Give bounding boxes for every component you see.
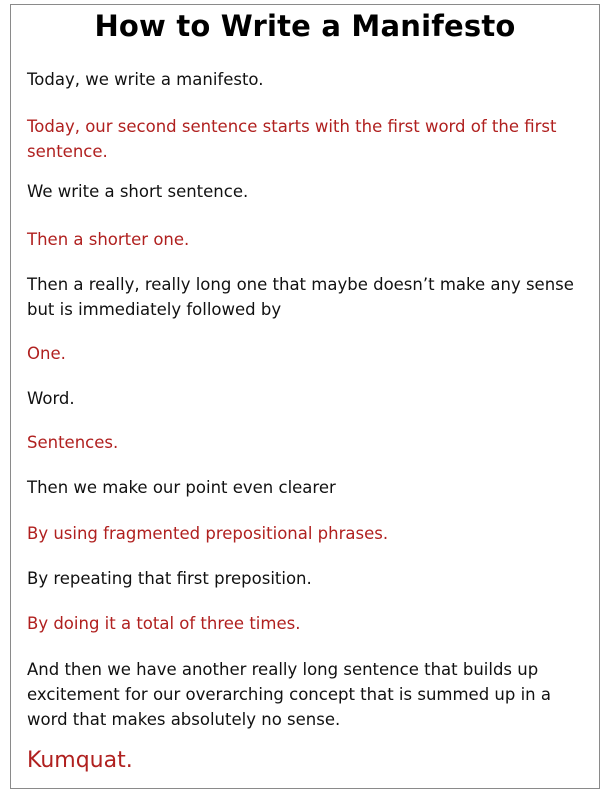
paragraph-13: And then we have another really long sentence that builds up excitement for our overarching concept that is summed up in a word that makes absolutely no sense.: [27, 660, 551, 729]
document-page: [10, 4, 600, 789]
paragraph-4: Then a shorter one.: [27, 230, 190, 249]
paragraph-11: By repeating that first preposition.: [27, 569, 312, 588]
paragraph-8: Sentences.: [27, 433, 119, 452]
paragraph-7: Word.: [27, 389, 75, 408]
paragraph-10: By using fragmented prepositional phrases.: [27, 524, 389, 543]
closing-word: Kumquat.: [27, 748, 133, 773]
paragraph-9: Then we make our point even clearer: [27, 478, 336, 497]
paragraph-12: By doing it a total of three times.: [27, 614, 301, 633]
paragraph-3: We write a short sentence.: [27, 182, 249, 201]
page-title: How to Write a Manifesto: [94, 9, 516, 43]
paragraph-1: Today, we write a manifesto.: [27, 70, 264, 89]
paragraph-6: One.: [27, 344, 66, 363]
paragraph-2: Today, our second sentence starts with the first word of the first sentence.: [27, 117, 557, 161]
paragraph-5: Then a really, really long one that maybe doesn’t make any sense but is immediately followed by: [27, 275, 574, 319]
